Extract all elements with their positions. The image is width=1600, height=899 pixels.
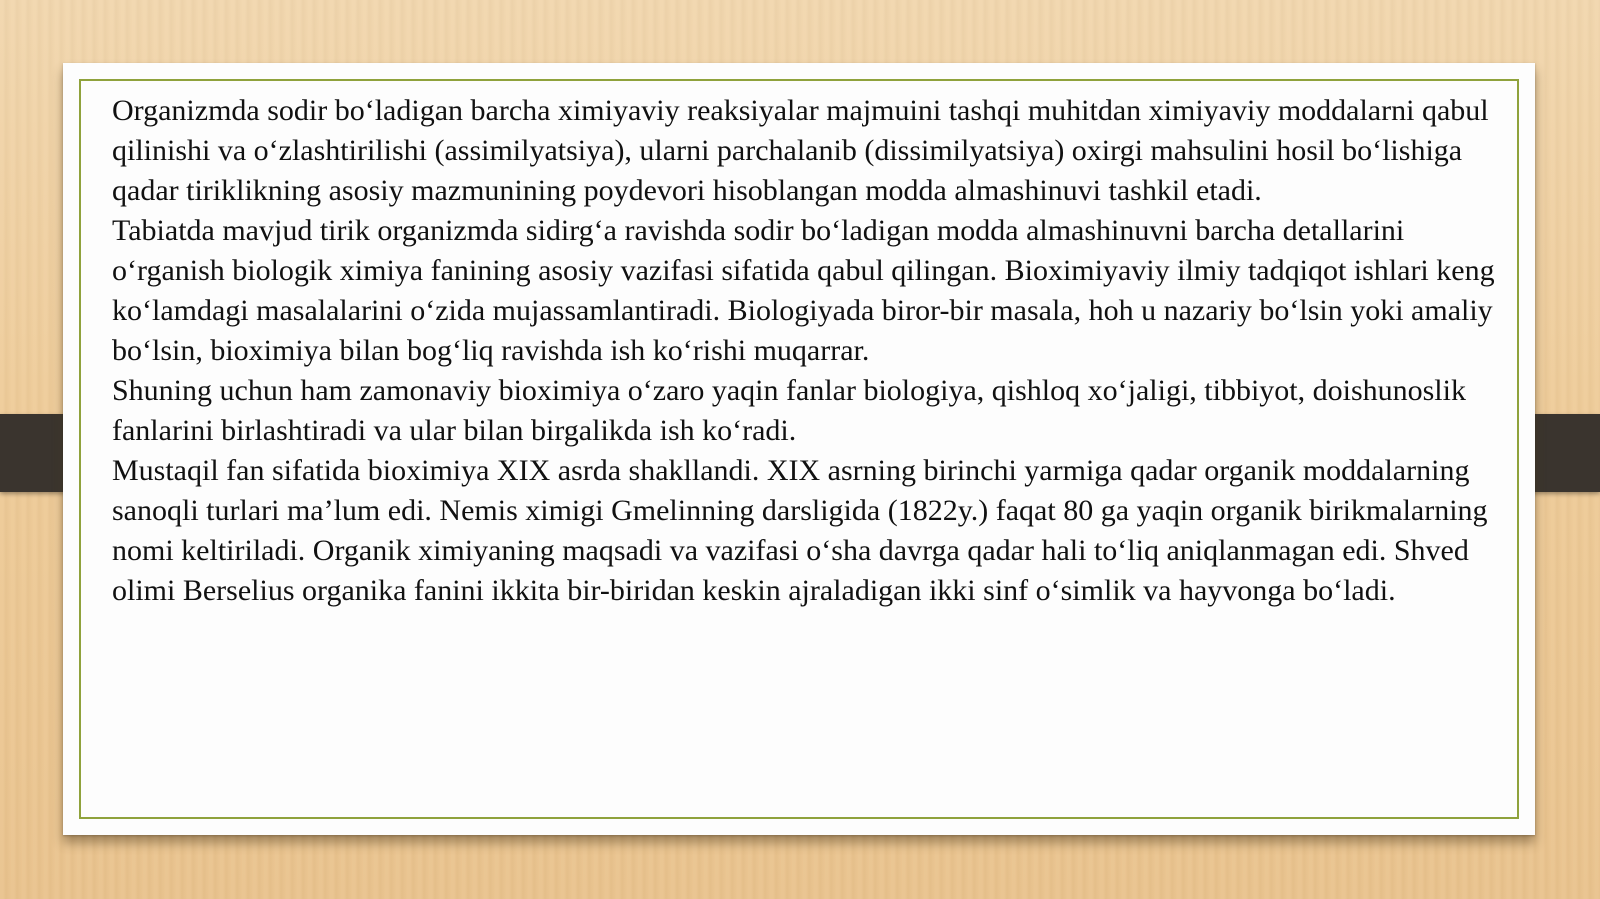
paragraph-history: Mustaqil fan sifatida bioximiya XIX asrda shakllandi. XIX asrning birinchi yarmiga qadar organik moddalarning sanoqli turlari ma’lum edi. Nemis ximigi Gmelinning darsligida (1822y.) faqat 80 ga yaqin organik birikmalarning nomi keltiriladi. Organik ximiyaning maqsadi va vazifasi o‘sha davrga qadar hali to‘liq aniqlanmagan edi. Shved olimi Berselius organika fanini ikkita bir-biridan keskin ajraladigan ikki sinf o‘simlik va hayvonga bo‘ladi. xyxy=(112,454,1488,607)
paragraph-related-sciences: Shuning uchun ham zamonaviy bioximiya o‘zaro yaqin fanlar biologiya, qishloq xo‘jaligi, tibbiyot, doishunoslik fanlarini birlashtiradi va ular bilan birgalikda ish ko‘radi. xyxy=(112,374,1466,447)
paragraph-metabolism: Organizmda sodir bo‘ladigan barcha ximiyaviy reaksiyalar majmuini tashqi muhitdan ximiyaviy moddalarni qabul qilinishi va o‘zlashtirilishi (assimilyatsiya), ularni parchalanib (dissimilyatsiya) oxirgi mahsulini hosil bo‘lishiga qadar tiriklikning asosiy mazmunining poydevori hisoblangan modda almashinuvi tashkil etadi. xyxy=(112,94,1489,207)
slide-text-body xyxy=(112,91,1512,611)
paragraph-biochemistry-task: Tabiatda mavjud tirik organizmda sidirg‘a ravishda sodir bo‘ladigan modda almashinuvni barcha detallarini o‘rganish biologik ximiya fanining asosiy vazifasi sifatida qabul qilingan. Bioximiyaviy ilmiy tadqiqot ishlari keng ko‘lamdagi masalalarini o‘zida mujassamlantiradi. Biologiyada biror-bir masala, hoh u nazariy bo‘lsin yoki amaliy bo‘lsin, bioximiya bilan bog‘liq ravishda ish ko‘rishi muqarrar. xyxy=(112,214,1495,367)
slide-card xyxy=(63,63,1535,835)
